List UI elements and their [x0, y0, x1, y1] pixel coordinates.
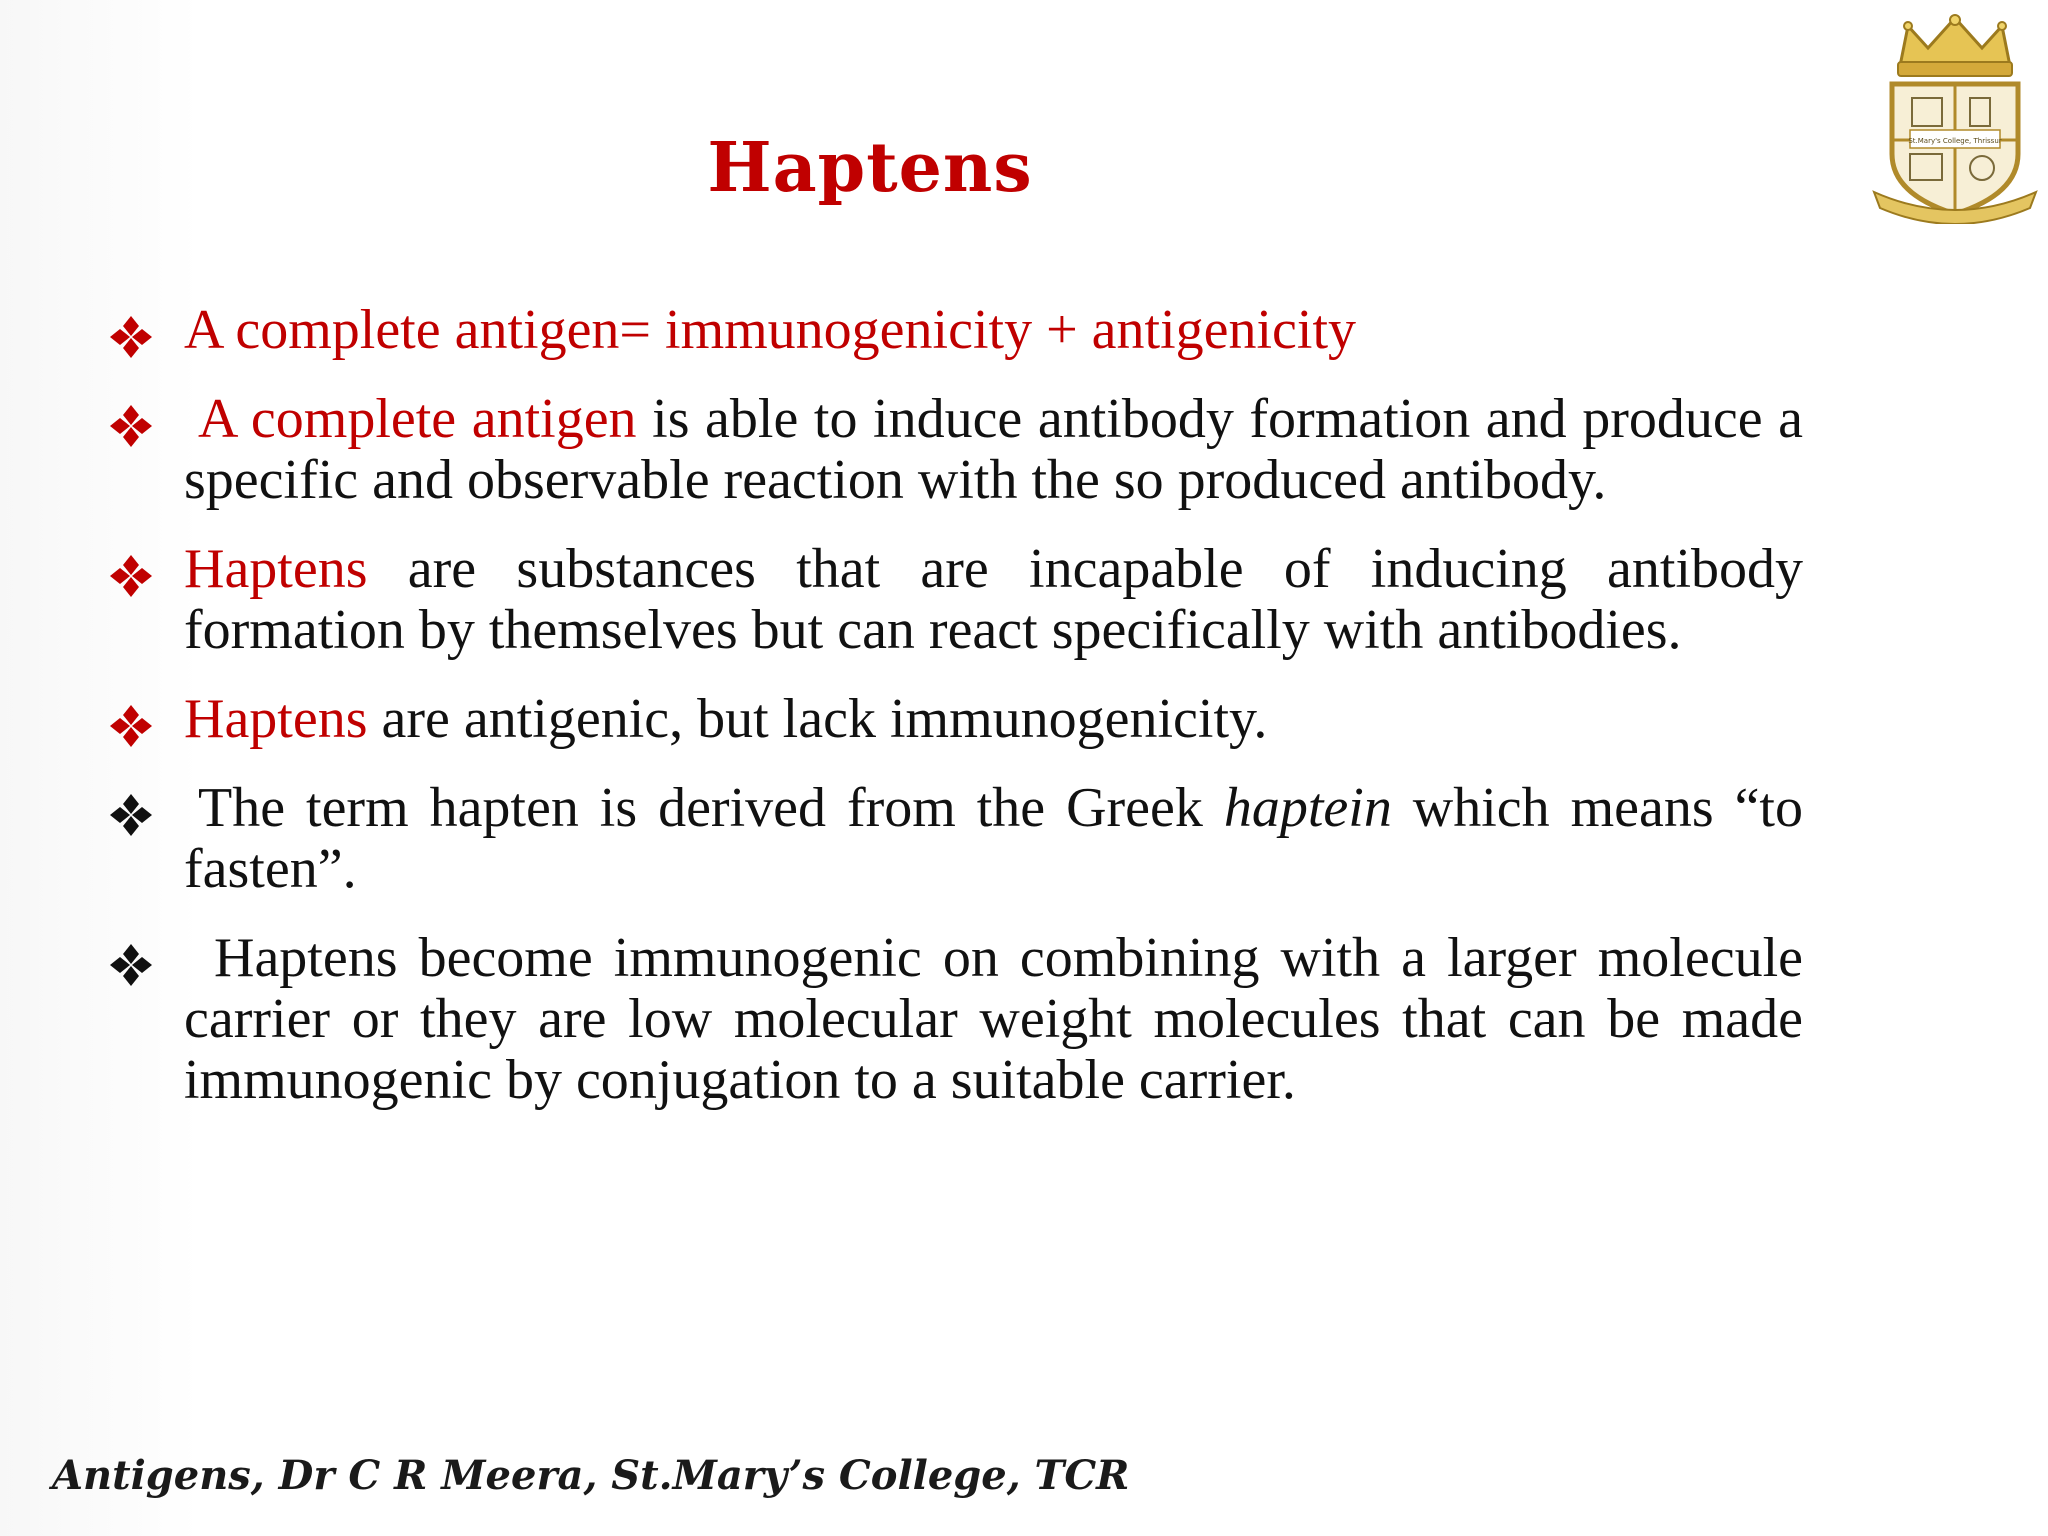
slide-footer: Antigens, Dr C R Meera, St.Mary’s College, TCR [52, 1452, 1130, 1499]
bullet-4-lead: Haptens [184, 688, 368, 750]
college-crest-icon [1870, 14, 2040, 224]
bullet-5-italic: haptein [1223, 777, 1392, 839]
diamond-bullet-icon [108, 942, 154, 988]
list-item [108, 689, 1803, 750]
list-item [108, 928, 1803, 1111]
bullet-5-text-after: which means “to fasten”. [184, 777, 1803, 900]
bullet-1-text: A complete antigen= immunogenicity + antigenicity [184, 299, 1357, 361]
list-item [108, 778, 1803, 900]
list-item [108, 389, 1803, 511]
crown-icon [1898, 15, 2012, 76]
bullet-3-text: are substances that are incapable of inducing antibody formation by themselves but can react specifically with antibodies. [184, 538, 1803, 661]
list-item [108, 539, 1803, 661]
diamond-bullet-icon [108, 403, 154, 449]
diamond-bullet-icon [108, 553, 154, 599]
bullet-2-text: is able to induce antibody formation and produce a specific and observable reaction with the so produced antibody. [184, 388, 1803, 511]
slide-title: Haptens [707, 128, 1033, 208]
crest-ribbon-text: St.Mary's College, Thrissur [1908, 137, 2002, 145]
bullet-5-text-before: The term hapten is derived from the Greek [198, 777, 1224, 839]
bullet-list [108, 300, 1803, 1111]
bullet-2-lead: A complete antigen [198, 388, 637, 450]
diamond-bullet-icon [108, 703, 154, 749]
diamond-bullet-icon [108, 314, 154, 360]
bullet-6-text: Haptens become immunogenic on combining with a larger molecule carrier or they are low molecular weight molecules that can be made immunogenic by conjugation to a suitable carrier. [184, 927, 1803, 1111]
diamond-bullet-icon [108, 792, 154, 838]
bullet-3-lead: Haptens [184, 538, 368, 600]
bullet-4-text: are antigenic, but lack immunogenicity. [367, 688, 1268, 750]
list-item [108, 300, 1803, 361]
